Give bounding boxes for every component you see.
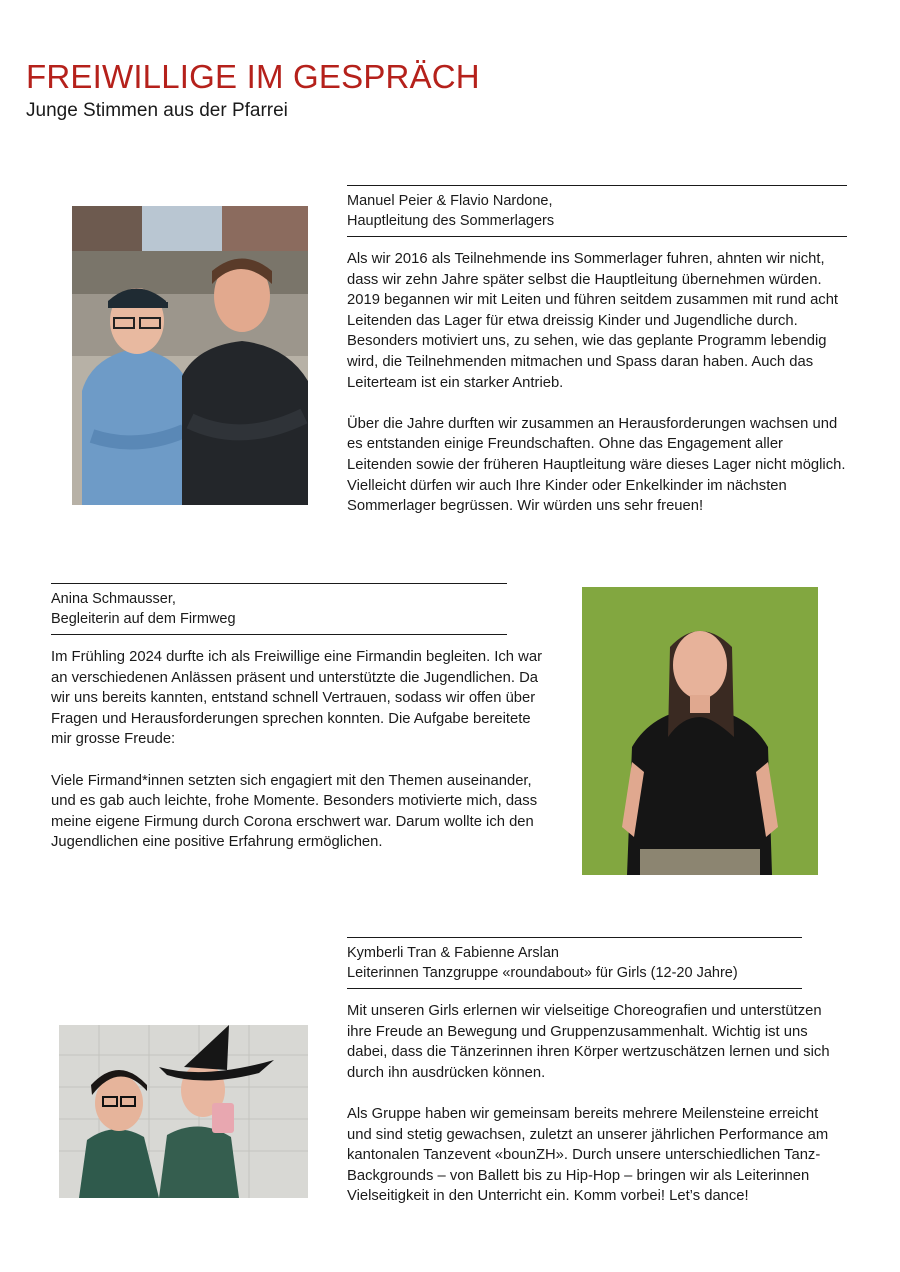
section-header xyxy=(347,937,802,989)
section-role: Hauptleitung des Sommerlagers xyxy=(347,213,555,229)
section-role: Begleiterin auf dem Firmweg xyxy=(51,611,236,627)
paragraph: Als Gruppe haben wir gemeinsam bereits mehrere Meilensteine erreicht und sind stetig gewachsen, zuletzt an unserer jährlichen Performance am kantonalen Tanzevent «bounZH». Durch unsere unterschiedlichen Tanz-Backgrounds – von Ballett bis zu Hip-Hop – bringen wir als Leiterinnen Vielseitigkeit in den Unterricht ein. Komm vorbei! Let’s dance! xyxy=(347,1105,829,1205)
page-subtitle: Junge Stimmen aus der Pfarrei xyxy=(26,100,288,121)
section-names: Anina Schmausser, xyxy=(51,591,176,607)
section-header xyxy=(51,583,507,635)
section-header xyxy=(347,185,847,237)
section-names: Manuel Peier & Flavio Nardone, xyxy=(347,193,553,209)
section-body xyxy=(51,647,546,853)
photo-manuel-flavio xyxy=(72,206,308,505)
paragraph: Als wir 2016 als Teilnehmende ins Sommerlager fuhren, ahnten wir nicht, dass wir zehn Jahre später selbst die Hauptleitung übernehmen würden. 2019 begannen wir mit Leiten und führen seitdem zusammen mit rund acht Leitenden das Lager für etwa dreissig Kinder und Jugendliche durch. Besonders motiviert uns, zu sehen, wie das geplante Programm lebendig wird, die Teilnehmenden mitmachen und Spass daran haben. Auch das Leiterteam ist ein starker Antrieb. xyxy=(347,251,839,391)
section-role: Leiterinnen Tanzgruppe «roundabout» für Girls (12-20 Jahre) xyxy=(347,965,738,981)
section-body xyxy=(347,1001,837,1207)
section-anina xyxy=(51,583,542,874)
section-body xyxy=(347,249,847,517)
paragraph: Im Frühling 2024 durfte ich als Freiwillige eine Firmandin begleiten. Ich war an verschiedenen Anlässen präsent und unterstützte die Jugendlichen. Da wir uns bereits kannten, entstand schnell Vertrauen, sodass wir offen über Fragen und Herausforderungen sprechen konnten. Die Aufgabe bereitete mir grosse Freude: xyxy=(51,649,542,748)
paragraph: Mit unseren Girls erlernen wir vielseitige Choreografien und unterstützen ihre Freude an Bewegung und Gruppenzusammenhalt. Wichtig ist uns dabei, dass die Tänzerinnen ihren Körper wertzuschätzen lernen und sich durch ihn ausdrücken können. xyxy=(347,1003,830,1081)
page-title: FREIWILLIGE IM GESPRÄCH xyxy=(26,58,480,96)
photo-kymberli-fabienne xyxy=(59,1025,308,1198)
section-names: Kymberli Tran & Fabienne Arslan xyxy=(347,945,559,961)
paragraph: Viele Firmand*innen setzten sich engagiert mit den Themen auseinander, und es gab auch leichte, frohe Momente. Besonders motivierte mich, dass meine eigene Firmung durch Corona erschwert war. Darum wollte ich den Jugendlichen eine positive Erfahrung ermöglichen. xyxy=(51,772,538,851)
paragraph: Über die Jahre durften wir zusammen an Herausforderungen wachsen und es entstanden einige Freundschaften. Ohne das Engagement aller Leitenden sowie der früheren Hauptleitung wäre dieses Lager nicht möglich. Vielleicht dürfen wir auch Ihre Kinder oder Enkelkinder im nächsten Sommerlager begrüssen. Wir würden uns sehr freuen! xyxy=(347,415,846,515)
photo-anina xyxy=(582,587,818,875)
section-manuel-flavio xyxy=(347,185,847,537)
section-kymberli-fabienne xyxy=(347,937,830,1228)
